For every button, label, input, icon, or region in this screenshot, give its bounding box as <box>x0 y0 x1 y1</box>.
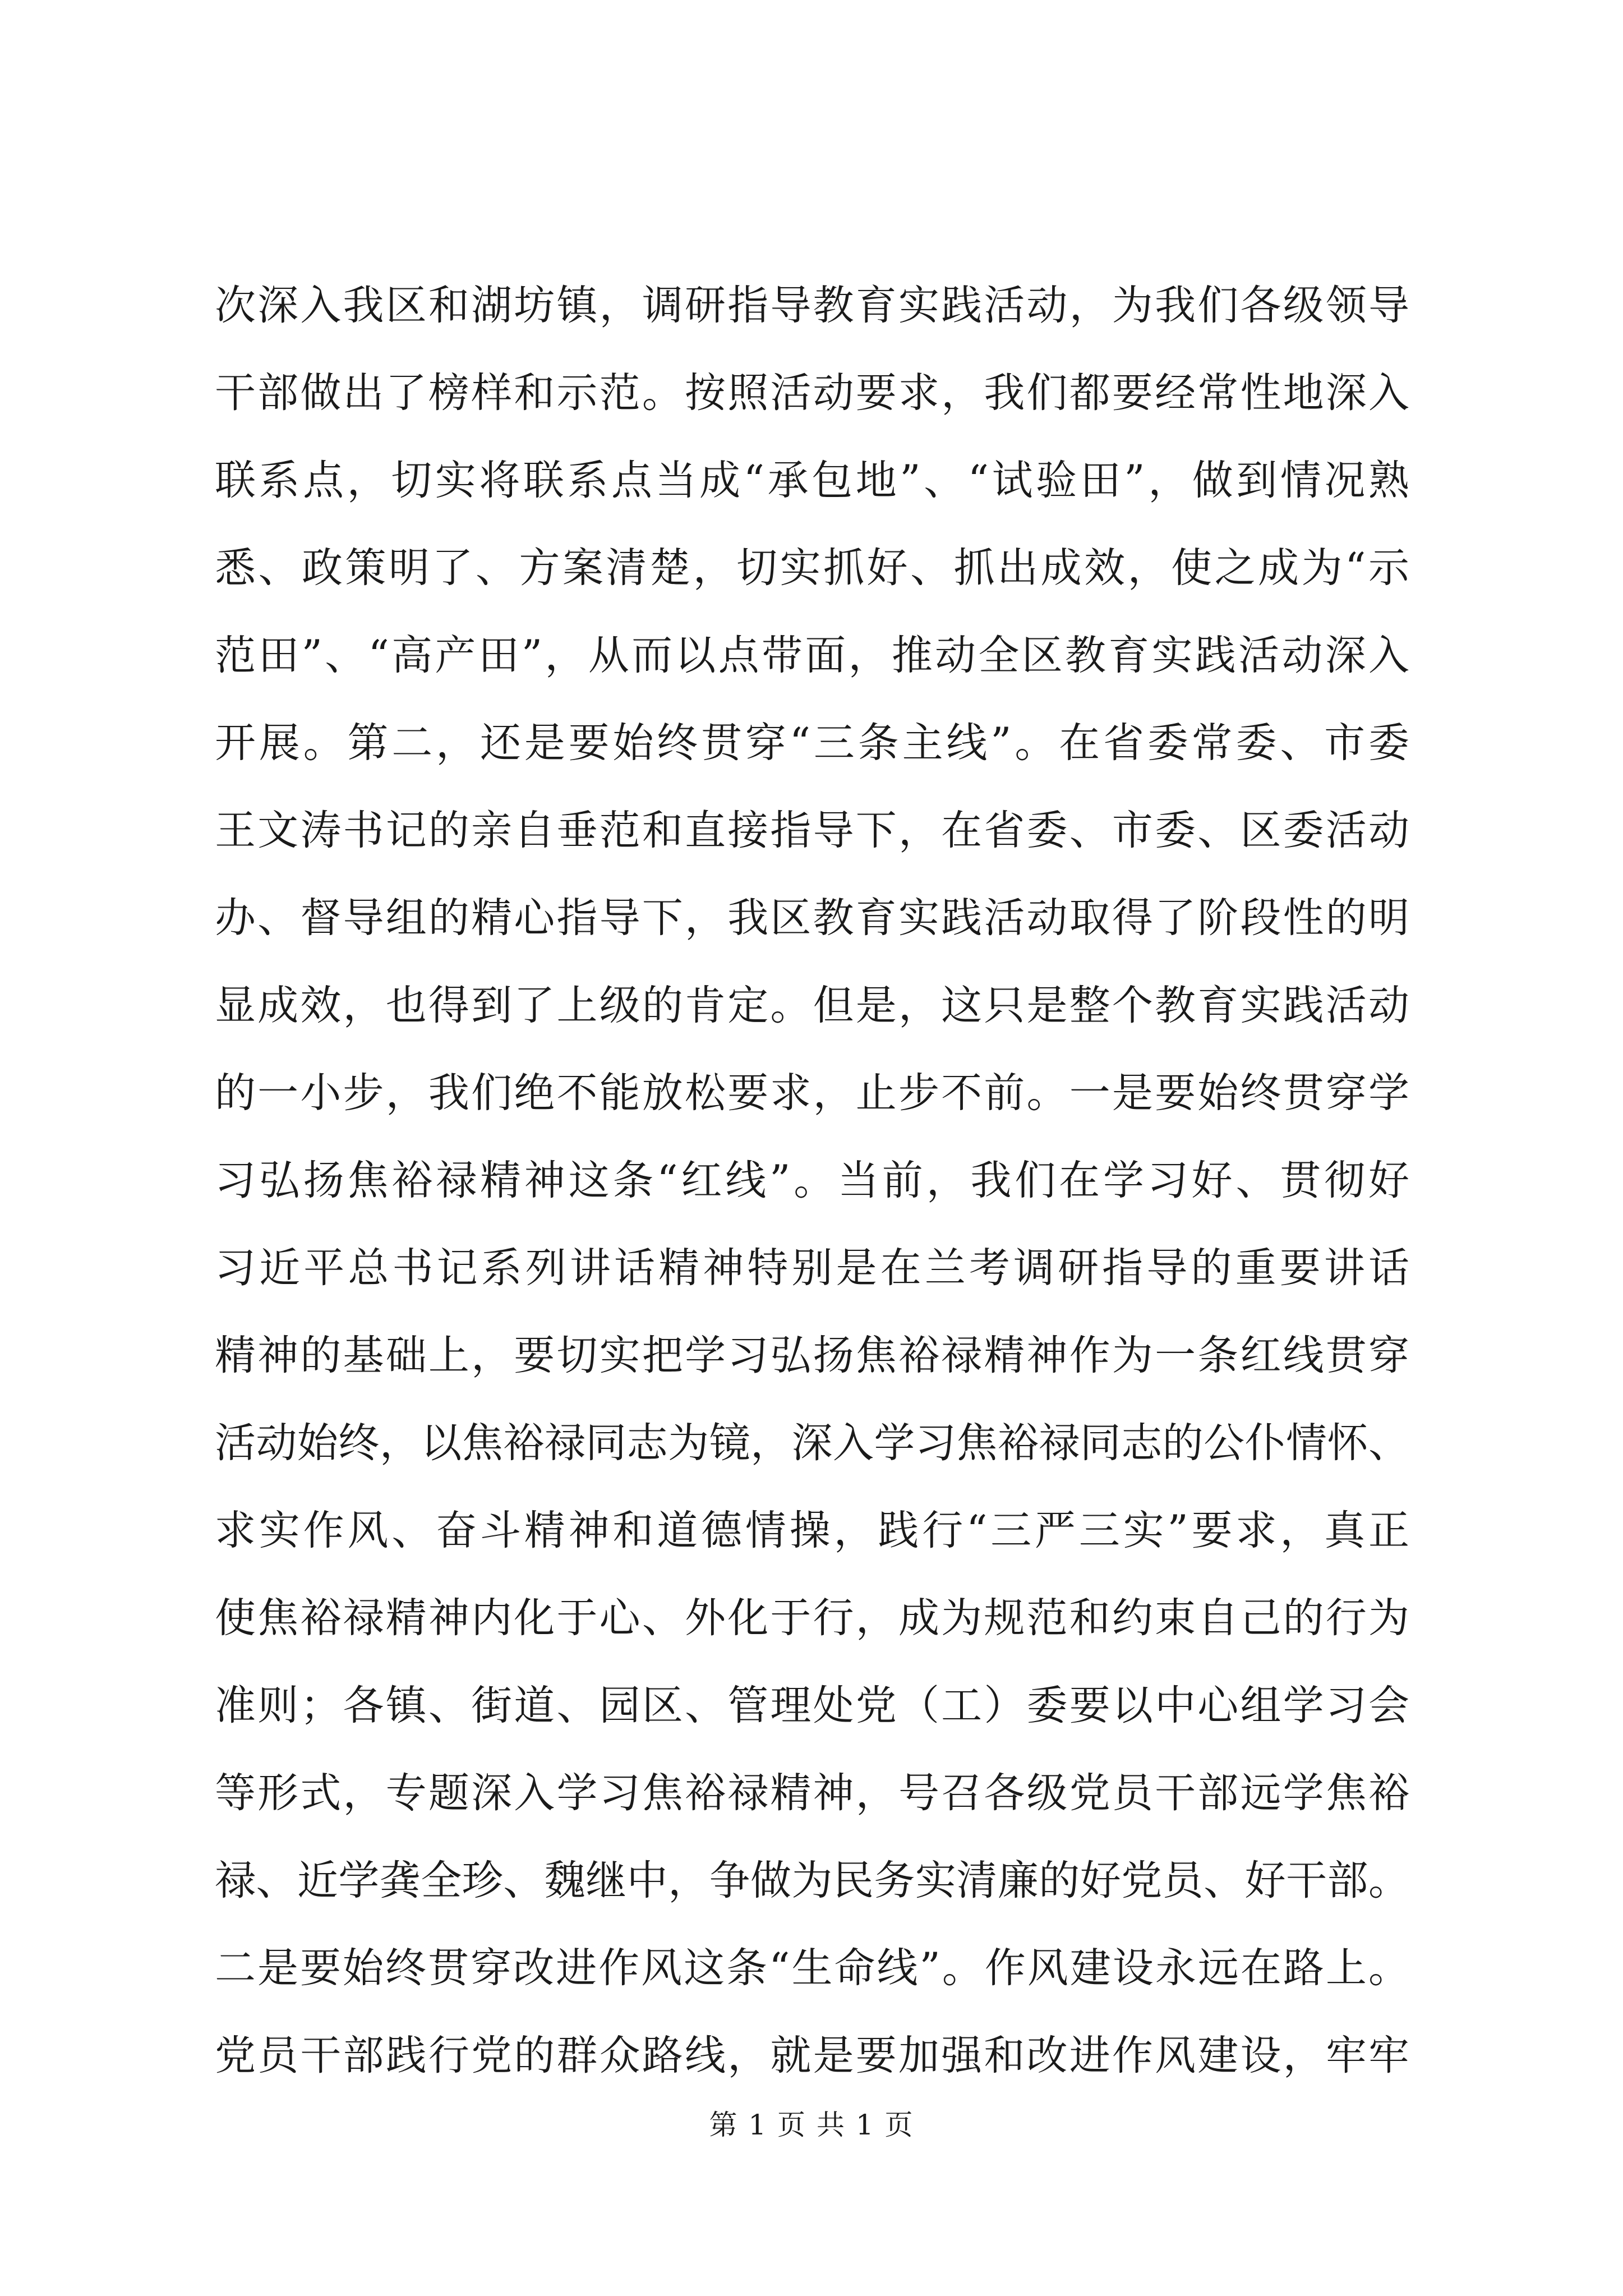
text-line: 求实作风、奋斗精神和道德情操，践行“三严三实”要求，真正 <box>215 1507 1409 1554</box>
text-line: 开展。第二，还是要始终贯穿“三条主线”。在省委常委、市委 <box>215 719 1409 767</box>
text-line: 禄、近学龚全珍、魏继中，争做为民务实清廉的好党员、好干部。 <box>215 1857 1409 1904</box>
text-line: 干部做出了榜样和示范。按照活动要求，我们都要经常性地深入 <box>215 369 1409 417</box>
text-line: 准则；各镇、街道、园区、管理处党（工）委要以中心组学习会 <box>215 1682 1409 1729</box>
text-line: 习弘扬焦裕禄精神这条“红线”。当前，我们在学习好、贯彻好 <box>215 1157 1409 1204</box>
text-line: 精神的基础上，要切实把学习弘扬焦裕禄精神作为一条红线贯穿 <box>215 1332 1409 1379</box>
text-line: 使焦裕禄精神内化于心、外化于行，成为规范和约束自己的行为 <box>215 1594 1409 1642</box>
text-line: 活动始终，以焦裕禄同志为镜，深入学习焦裕禄同志的公仆情怀、 <box>215 1419 1409 1467</box>
text-line: 的一小步，我们绝不能放松要求，止步不前。一是要始终贯穿学 <box>215 1069 1409 1117</box>
text-line: 习近平总书记系列讲话精神特别是在兰考调研指导的重要讲话 <box>215 1244 1409 1292</box>
body-paragraph <box>215 262 1409 2100</box>
text-line: 范田”、“高产田”，从而以点带面，推动全区教育实践活动深入 <box>215 632 1409 679</box>
text-line: 王文涛书记的亲自垂范和直接指导下，在省委、市委、区委活动 <box>215 807 1409 854</box>
text-line: 二是要始终贯穿改进作风这条“生命线”。作风建设永远在路上。 <box>215 1944 1409 1992</box>
text-line: 等形式，专题深入学习焦裕禄精神，号召各级党员干部远学焦裕 <box>215 1769 1409 1817</box>
text-line: 联系点，切实将联系点当成“承包地”、“试验田”，做到情况熟 <box>215 457 1409 504</box>
page-number-footer: 第 1 页 共 1 页 <box>709 2109 914 2141</box>
text-line: 悉、政策明了、方案清楚，切实抓好、抓出成效，使之成为“示 <box>215 544 1409 592</box>
text-line: 次深入我区和湖坊镇，调研指导教育实践活动，为我们各级领导 <box>215 282 1409 329</box>
text-line: 显成效，也得到了上级的肯定。但是，这只是整个教育实践活动 <box>215 982 1409 1029</box>
text-line: 办、督导组的精心指导下，我区教育实践活动取得了阶段性的明 <box>215 894 1409 942</box>
text-line: 党员干部践行党的群众路线，就是要加强和改进作风建设，牢牢 <box>215 2032 1409 2079</box>
